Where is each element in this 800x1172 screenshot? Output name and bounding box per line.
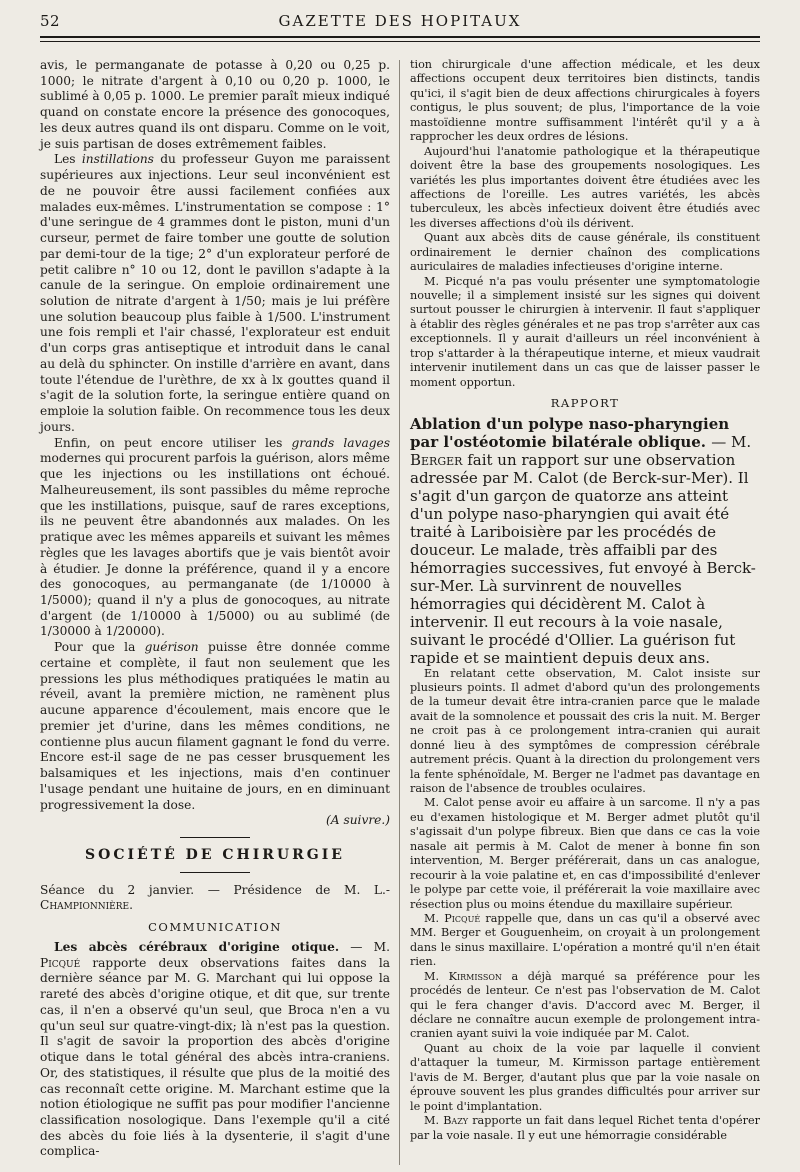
right-column — [410, 58, 760, 1143]
text-run: Pour que la — [54, 640, 145, 655]
emphasis: guérison — [144, 640, 199, 655]
paragraph — [410, 1114, 760, 1143]
paragraph: tion chirurgicale d'une affection médicale, et les deux affections occupent deux territoires bien distincts, tandis qu'ici, il s'agit bien de deux affections chirurgicales à foyers contigus, le plus souvent; de plus, l'importance de la voie mastoïdienne montre suffisamment l'intérêt qu'il y a à rapprocher les deux ordres de lésions. — [410, 58, 760, 144]
meeting-line — [40, 883, 390, 914]
section-rule — [180, 872, 250, 873]
page-number: 52 — [40, 12, 61, 30]
text-run: puisse être donnée comme certaine et complète, il faut non seulement que les pressions les plus méthodiques pratiquées le matin au réveil, avant la première miction, ne ramènent plus aucune apparence d'écoulement, mais encore que le premier jet d'urine, dans les mêmes conditions, ne contienne plus aucun filament gagnant le fond du verre. Encore est-il sage de ne pas cesser brusquement les balsamiques et les injections, mais d'en continuer l'usage pendant une huitaine de jours, en en diminuant progressivement la dose. — [40, 640, 390, 812]
subheading: COMMUNICATION — [148, 920, 282, 935]
paragraph: Les abcès cérébraux d'origine otique. — M. Picqué rapporte deux observations faites dans la dernière séance par M. G. Marchant qui lui oppose la rareté des abcès d'origine otique, et dit que, sur trente cas, il n'en a observé qu'un seul, que Broca n'en a vu qu'un seul sur quatre-vingt-dix; là n'est pas la question. Il s'agit de savoir la proportion des abcès d'origine otique dans le total général des abcès intra-craniens. Or, des statistiques, il résulte que plus de la moitié des cas reconnaît cette origine. M. Marchant estime que la notion étiologique ne suffit pas pour modifier l'ancienne classification nosologique. Dans l'exemple qu'il a cité des abcès du foie liés à la dysenterie, il s'agit d'une complica- — [40, 939, 390, 1159]
text-run: du professeur Guyon me paraissent supérieures aux injections. Leur seul inconvénient est de ne pouvoir être aussi facilement confiées aux malades eux-mêmes. L'instrumentation se compose : 1° d'une seringue de 4 grammes dont le piston, muni d'un curseur, permet de faire tomber une goutte de solution par demi-tour de la tige; 2° d'un explorateur perforé de petit calibre n° 10 ou 12, dont le pavillon s'adapte à la canule de la seringue. On emploie ordinairement une solution de nitrate d'argent à 1/50; mais je lui préfère une solution beaucoup plus faible à 1/500. L'instrument une fois rempli et l'air chassé, l'explorateur est enduit d'un corps gras antiseptique et introduit dans le canal au delà du sphincter. On instille d'arrière en avant, dans toute l'étendue de l'urèthre, de xx à lx gouttes quand il s'agit de la solution forte, la seringue entière quand on emploie la solution faible. On recommence tous les deux jours. — [40, 152, 391, 434]
page-header — [40, 10, 760, 50]
article-title-text: Ablation d'un polype naso-pharyngien par l'ostéotomie bilatérale oblique. — [410, 414, 730, 451]
author-name: M. Kirmisson — [424, 969, 502, 983]
paragraph — [410, 970, 760, 1042]
left-column — [40, 58, 390, 1160]
header-rule — [40, 36, 760, 38]
author-name: M. Picqué — [424, 911, 481, 925]
paragraph: Aujourd'hui l'anatomie pathologique et la thérapeutique doivent être la base des groupements nosologiques. Les variétés les plus importantes doivent être étudiées avec les affections de l'oreille. Les autres variétés, les abcès tuberculeux, les abcès infectieux doivent être étudiés avec les diverses affections d'où ils dérivent. — [410, 144, 760, 230]
paragraph: Quant aux abcès dits de cause générale, ils constituent ordinairement le dernier chaînon des complications auriculaires de maladies infectieuses d'origine interne. — [410, 231, 760, 274]
author-name: M. Picqué — [40, 939, 390, 970]
author-name: M. Bazy — [424, 1114, 469, 1128]
section-rule — [180, 837, 250, 838]
text-run: rapporte deux observations faites dans la dernière séance par M. G. Marchant qui lui oppose la rareté des abcès d'origine otique, et dit que, sur trente cas, il n'en a observé qu'un seul, que Broca n'en a vu qu'un seul sur quatre-vingt-dix; là n'est pas la question. Il s'agit de savoir la proportion des abcès d'origine otique dans le total général des abcès intra-craniens. Or, des statistiques, il résulte que plus de la moitié des cas reconnaît cette origine. M. Marchant estime que la notion étiologique ne suffit pas pour modifier l'ancienne classification nosologique. Dans l'exemple qu'il a cité des abcès du foie liés à la dysenterie, il s'agit d'une complica- — [40, 955, 390, 1159]
paragraph: M. Picqué n'a pas voulu présenter une symptomatologie nouvelle; il a simplement insisté sur les signes qui doivent surtout pousser le chirurgien à intervenir. Il faut s'appliquer à établir des règles générales et ne pas trop s'arrêter aux cas exceptionnels. Il y aurait d'ailleurs un réel inconvénient à trop s'attarder à la thérapeutique interne, et mieux vaudrait intervenir inutilement dans un cas que de laisser passer le moment opportun. — [410, 274, 760, 389]
text-run: fait un rapport sur une observation adressée par M. Calot (de Berck-sur-Mer). Il s'agit d'un garçon de quatorze ans atteint d'un polype naso-pharyngien qui avait été traité à Lariboisière par les procédés de douceur. Le malade, très affaibli par des hémorragies successives, fut envoyé à Berck-sur-Mer. Là survinrent de nouvelles hémorragies qui décidèrent M. Calot à intervenir. Il eut recours à la voie nasale, suivant le procédé d'Ollier. La guérison fut rapide et se maintient depuis deux ans. — [410, 450, 756, 667]
text-run: Les — [54, 152, 82, 167]
column-divider — [399, 60, 400, 1165]
subheading: RAPPORT — [550, 396, 620, 411]
text-run: Séance du 2 janvier. — Présidence de — [40, 882, 344, 897]
president-name: M. L.-Championnière. — [40, 882, 390, 913]
paragraph — [40, 640, 390, 813]
text-run: Enfin, on peut encore utiliser les — [54, 435, 292, 450]
text-run: a déjà marqué sa préférence pour les procédés de lenteur. Ce n'est pas l'observation de M. Calot qui le fera changer d'avis. D'accord avec M. Berger, il déclare ne connaître aucun exemple de prolongement intra-cranien ayant suivi la voie indiquée par M. Calot. — [410, 969, 761, 1041]
article-title: Ablation d'un polype naso-pharyngien par l'ostéotomie bilatérale oblique. — M. Berger fait un rapport sur une observation adressée par M. Calot (de Berck-sur-Mer). Il s'agit d'un garçon de quatorze ans atteint d'un polype naso-pharyngien qui avait été traité à Lariboisière par les procédés de douceur. Le malade, très affaibli par des hémorragies successives, fut envoyé à Berck-sur-Mer. Là survinrent de nouvelles hémorragies qui décidèrent M. Calot à intervenir. Il eut recours à la voie nasale, suivant le procédé d'Ollier. La guérison fut rapide et se maintient depuis deux ans. — [410, 414, 756, 667]
continued-note: (A suivre.) — [326, 813, 390, 828]
paragraph — [40, 152, 390, 435]
text-run: rappelle que, dans un cas qu'il a observé avec MM. Berger et Gouguenheim, on croyait à un prolongement dans le sinus maxillaire. L'opération a montré qu'il n'en était rien. — [410, 911, 760, 969]
author-name: M. Berger — [410, 432, 752, 469]
paragraph — [410, 912, 760, 970]
paragraph: avis, le permanganate de potasse à 0,20 ou 0,25 p. 1000; le nitrate d'argent à 0,10 ou 0,20 p. 1000, le sublimé à 0,05 p. 1000. Le premier paraît mieux indiqué quand on constate encore la présence des gonocoques, les deux autres quand ils ont disparu. Comme on le voit, je suis partisan de doses extrêmement faibles. — [40, 58, 390, 151]
paragraph: En relatant cette observation, M. Calot insiste sur plusieurs points. Il admet d'abord qu'un des prolongements de la tumeur devait être intra-cranien parce que le malade avait de la somnolence et poussait des cris la nuit. M. Berger ne croit pas à ce prolongement intra-cranien qui aurait donné lieu à des symptômes de compression cérébrale autrement précis. Quant à la direction du prolongement vers la fente sphénoïdale, M. Berger ne l'admet pas davantage en raison de l'absence de troubles oculaires. — [410, 666, 760, 795]
paragraph: M. Calot pense avoir eu affaire à un sarcome. Il n'y a pas eu d'examen histologique et M. Berger admet plutôt qu'il s'agissait d'un polype fibreux. Bien que dans ce cas la voie nasale ait permis à M. Calot de mener à bonne fin son intervention, M. Berger préférerait, dans un cas analogue, recourir à la voie palatine et, en cas d'impossibilité d'enlever le polype par cette voie, il préférerait la voie maxillaire avec résection plus ou moins étendue du maxillaire supérieur. — [410, 796, 760, 911]
paragraph: Quant au choix de la voie par laquelle il convient d'attaquer la tumeur, M. Kirmisson partage entièrement l'avis de M. Berger, d'autant plus que par la voie nasale on éprouve souvent les plus grandes difficultés pour arriver sur le point d'implantation. — [410, 1041, 760, 1113]
emphasis: instillations — [81, 152, 154, 167]
paragraph — [40, 436, 390, 641]
article-title: Les abcès cérébraux d'origine otique. — [54, 939, 340, 954]
text-run: modernes qui procurent parfois la guérison, alors même que les injections ou les instillations ont échoué. Malheureusement, ils sont passibles du même reproche que les instillations, puisque, sauf de rares exceptions, ils ne peuvent être abandonnés aux malades. On les pratique avec les mêmes appareils et suivant les mêmes règles que les lavages abortifs que je vais bientôt avoir à étudier. Je donne la préférence, quand il y a encore des gonocoques, au permanganate (de 1/10000 à 1/5000); quand il n'y a plus de gonocoques, au nitrate d'argent (de 1/10000 à 1/5000) ou au sublimé (de 1/30000 à 1/20000). — [40, 451, 390, 639]
emphasis: grands lavages — [291, 435, 390, 450]
header-rule-thin — [40, 41, 760, 42]
section-title: SOCIÉTÉ DE CHIRURGIE — [85, 846, 345, 863]
text-run: rapporte un fait dans lequel Richet tenta d'opérer par la voie nasale. Il y eut une hémorragie considérable — [410, 1114, 760, 1142]
running-title: GAZETTE DES HOPITAUX — [278, 12, 522, 30]
